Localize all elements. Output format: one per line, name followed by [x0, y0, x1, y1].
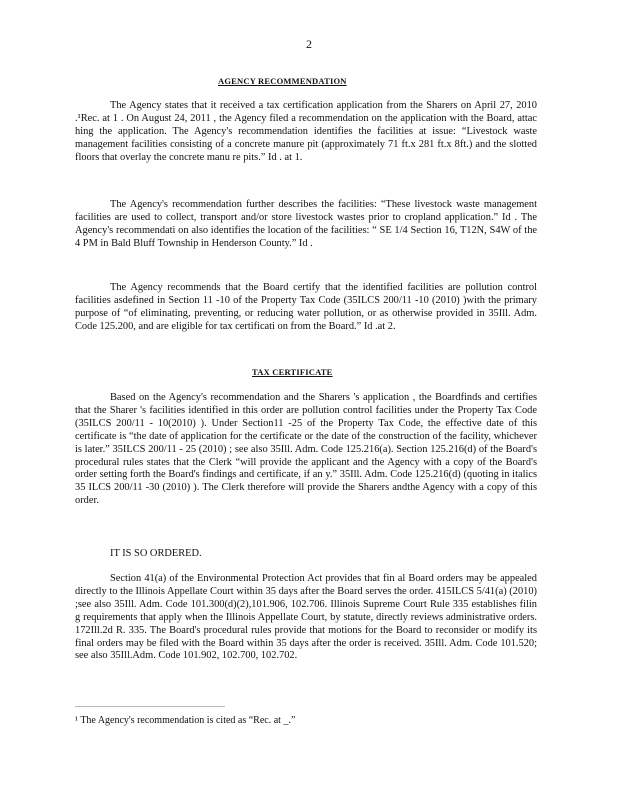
- footnote-1: ¹ The Agency's recommendation is cited as “Rec. at _.”: [75, 715, 296, 726]
- paragraph-appeal-rights: Section 41(a) of the Environmental Protection Act provides that fin al Board orders may be appealed directly to the Illinois Appellate Court within 35 days after the Board serves the order. 415ILCS 5/41(a) (2010) ;see also 35Ill. Adm. Code 101.300(d)(2),101.906, 102.706. Illinois Supreme Court Rule 335 establishes filin g requirements that apply when the Illinois Appellate Court, by statute, directly reviews administrative orders. 172Ill.2d R. 335. The Board's procedural rules provide that motions for the Board to reconsider or modify its final orders may be filed with the Board within 35 days after the order is received. 35Ill. Adm. Code 101.520; see also 35Ill.Adm. Code 101.902, 102.700, 102.702.: [75, 573, 537, 662]
- paragraph-agency-recommends: The Agency recommends that the Board certify that the identified facilities are pollution control facilities asdefined in Section 11 -10 of the Property Tax Code (35ILCS 200/11 -10 (2010) )with the primary purpose of “of eliminating, preventing, or reducing water pollution, or as otherwise provided in 35Ill. Adm. Code 125.200, and are eligible for tax certificati on from the Board.” Id .at 2.: [75, 282, 537, 332]
- footnote-divider: [75, 706, 225, 707]
- page-number: 2: [306, 37, 312, 51]
- order-statement: IT IS SO ORDERED.: [110, 548, 202, 559]
- paragraph-board-certifies: Based on the Agency's recommendation and the Sharers 's application , the Boardfinds and certifies that the Sharer 's facilities identified in this order are pollution control facilities under the Property Tax Code (35ILCS 200/11 - 10(2010) ). Under Section11 -25 of the Property Tax Code, the effective date of this certificate is “the date of application for the certificate or the date of the construction of the facility, whichever is later.” 35ILCS 200/11 - 25 (2010) ; see also 35Ill. Adm. Code 125.216(a). Section 125.216(d) of the Board's procedural rules states that the Clerk “will provide the applicant and the Agency with a copy of the Board's order setting forth the Board's findings and certificate, if an y.” 35Ill. Adm. Code 125.216(d) (quoting in italics 35 ILCS 200/11 -30 (2010) ). The Clerk therefore will provide the Sharers andthe Agency with a copy of this order.: [75, 392, 537, 507]
- paragraph-agency-receipt: The Agency states that it received a tax certification application from the Sharers on April 27, 2010 .¹Rec. at 1 . On August 24, 2011 , the Agency filed a recommendation on the application with the Board, attac hing the application. The Agency's recommendation identifies the facilities at issue: “Livestock waste management facilities consisting of a concrete manure pit (approximately 71 ft.x 281 ft.x 8ft.) and the slotted floors that overlay the concrete manu re pits.” Id . at 1.: [75, 100, 537, 163]
- section-heading-agency-recommendation: AGENCY RECOMMENDATION: [218, 76, 347, 86]
- paragraph-facilities-description: The Agency's recommendation further describes the facilities: “These livestock waste management facilities are used to collect, transport and/or store livestock wastes prior to cropland application.” Id . The Agency's recommendati on also identifies the location of the facilities: “ SE 1/4 Section 16, T12N, S4W of the 4 PM in Bald Bluff Township in Henderson County.” Id .: [75, 199, 537, 249]
- section-heading-tax-certificate: TAX CERTIFICATE: [252, 367, 333, 377]
